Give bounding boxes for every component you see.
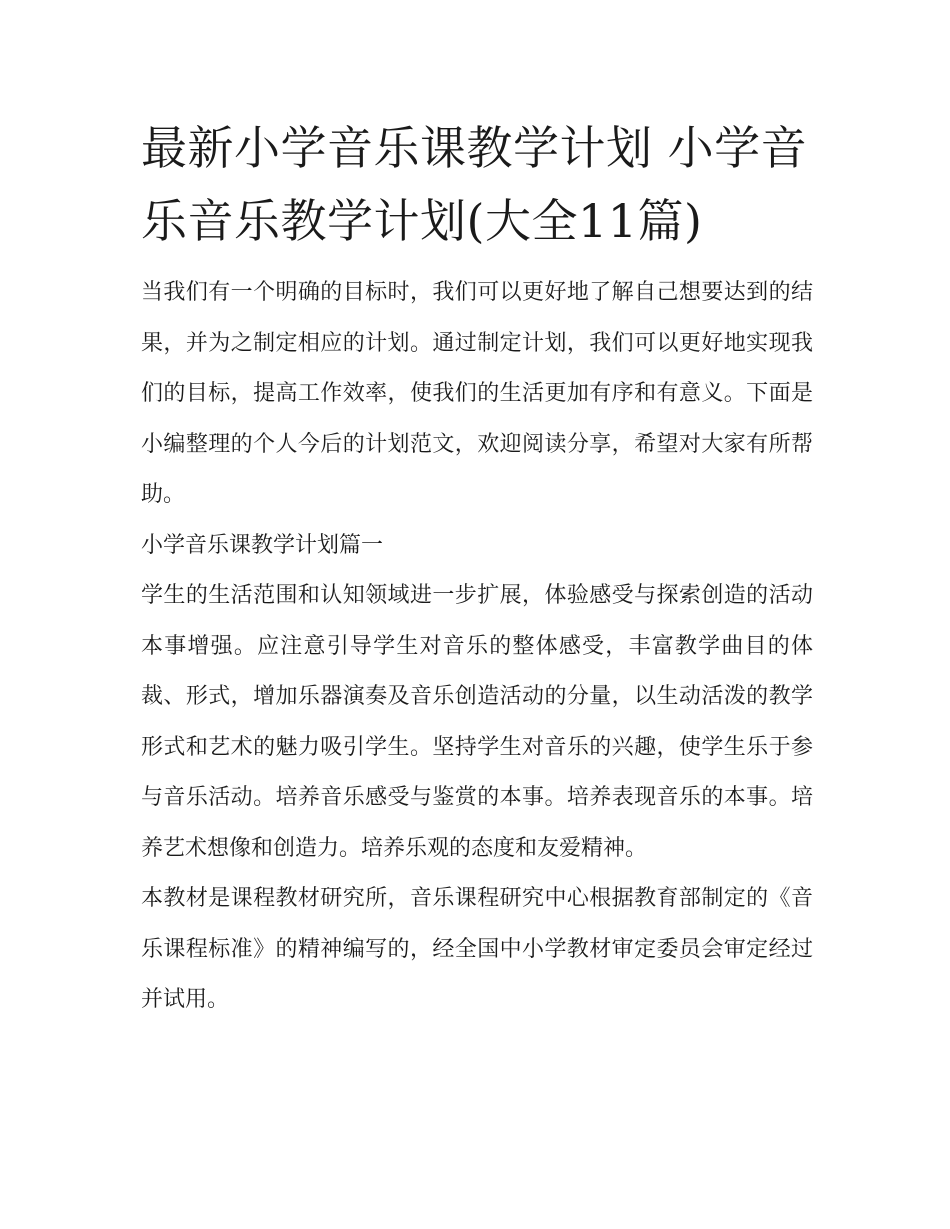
document-body bbox=[141, 112, 813, 1026]
body-paragraph-2: 本教材是课程教材研究所，音乐课程研究中心根据教育部制定的《音乐课程标准》的精神编写的，经全国中小学教材审定委员会审定经过并试用。 bbox=[141, 886, 813, 1012]
body-paragraph-1: 学生的生活范围和认知领域进一步扩展，体验感受与探索创造的活动本事增强。应注意引导学生对音乐的整体感受，丰富教学曲目的体裁、形式，增加乐器演奏及音乐创造活动的分量，以生动活泼的教学形式和艺术的魅力吸引学生。坚持学生对音乐的兴趣，使学生乐于参与音乐活动。培养音乐感受与鉴赏的本事。培养表现音乐的本事。培养艺术想像和创造力。培养乐观的态度和友爱精神。 bbox=[141, 583, 813, 861]
section-heading: 小学音乐课教学计划篇一 bbox=[141, 532, 384, 558]
document-title: 最新小学音乐课教学计划 小学音乐音乐教学计划(大全11篇) bbox=[141, 121, 808, 248]
intro-paragraph: 当我们有一个明确的目标时，我们可以更好地了解自己想要达到的结果，并为之制定相应的计划。通过制定计划，我们可以更好地实现我们的目标，提高工作效率，使我们的生活更加有序和有意义。下面是小编整理的个人今后的计划范文，欢迎阅读分享，希望对大家有所帮助。 bbox=[141, 280, 813, 507]
